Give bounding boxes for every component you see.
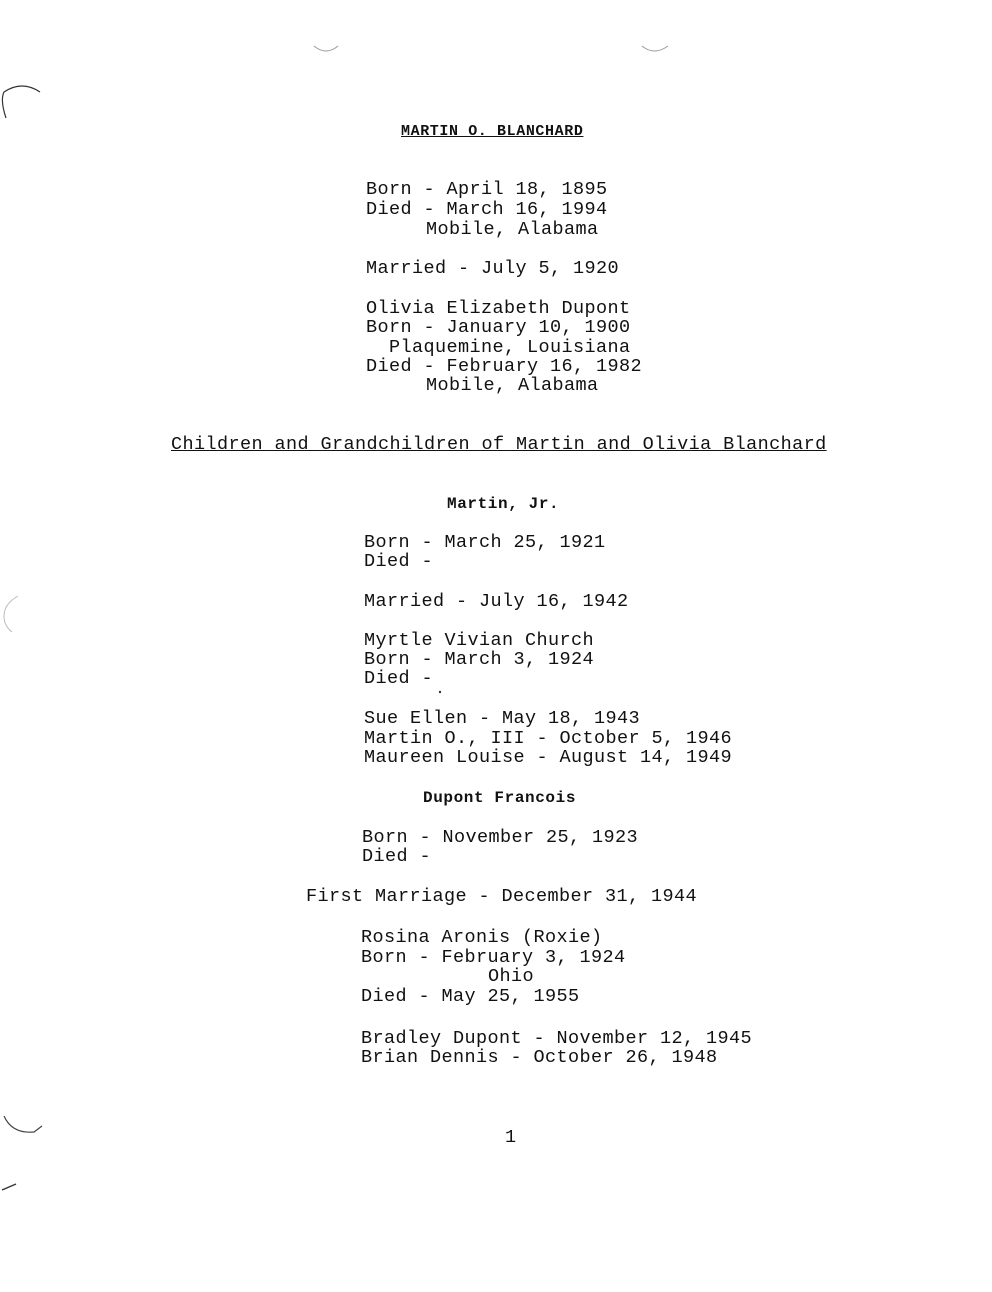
child-spouse-born: Born - March 3, 1924 [364,649,595,670]
parent-born: Born - April 18, 1895 [366,179,608,200]
grandchild-entry: Maureen Louise - August 14, 1949 [364,747,733,768]
child-married: Married - July 16, 1942 [364,591,629,612]
child-married: First Marriage - December 31, 1944 [306,886,698,907]
child-name: Martin, Jr. [447,495,560,513]
section-heading: Children and Grandchildren of Martin and Olivia Blanchard [171,434,827,455]
child-died: Died - [362,846,432,867]
child-spouse-name: Myrtle Vivian Church [364,630,595,651]
spouse-name: Olivia Elizabeth Dupont [366,298,631,319]
child-born: Born - March 25, 1921 [364,532,606,553]
child-born: Born - November 25, 1923 [362,827,639,848]
spouse-died: Died - February 16, 1982 [366,356,643,377]
child-spouse-born-place: Ohio [488,966,535,987]
child-name: Dupont Francois [423,789,577,807]
document-title: MARTIN O. BLANCHARD [401,123,584,140]
child-died: Died - [364,551,434,572]
spouse-born-place: Plaquemine, Louisiana [389,337,631,358]
parent-died-place: Mobile, Alabama [426,219,599,240]
parent-married: Married - July 5, 1920 [366,258,620,279]
grandchild-entry: Martin O., III - October 5, 1946 [364,728,733,749]
spouse-born: Born - January 10, 1900 [366,317,631,338]
grandchild-entry: Sue Ellen - May 18, 1943 [364,708,641,729]
page-number: 1 [505,1127,517,1148]
child-spouse-name: Rosina Aronis (Roxie) [361,927,603,948]
spouse-died-place: Mobile, Alabama [426,375,599,396]
child-spouse-born: Born - February 3, 1924 [361,947,626,968]
grandchild-entry: Bradley Dupont - November 12, 1945 [361,1028,753,1049]
grandchild-entry: Brian Dennis - October 26, 1948 [361,1047,718,1068]
child-spouse-died: Died - [364,668,434,689]
parent-died: Died - March 16, 1994 [366,199,608,220]
child-spouse-died: Died - May 25, 1955 [361,986,580,1007]
